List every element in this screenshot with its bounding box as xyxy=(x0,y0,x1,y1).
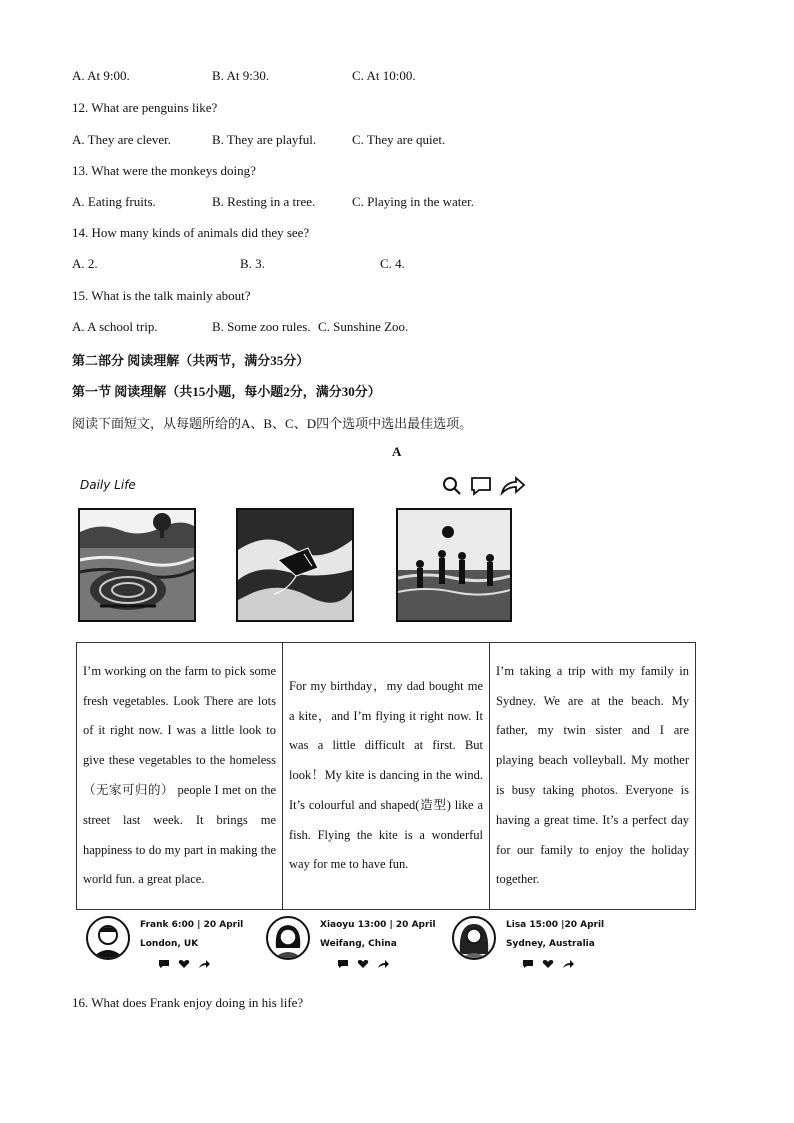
q14-question: 14. How many kinds of animals did they see? xyxy=(72,225,310,240)
q13-option-c: C. Playing in the water. xyxy=(352,194,475,209)
profile-date: 20 April xyxy=(203,920,244,930)
q14-option-a: A. 2. xyxy=(72,256,98,271)
profile-meta: Frank 6:00 | 20 April xyxy=(140,920,244,930)
passage-label: A xyxy=(392,444,402,459)
q13-question: 13. What were the monkeys doing? xyxy=(72,163,256,178)
q11-option-a: A. At 9:00. xyxy=(72,68,130,83)
q16-question: 16. What does Frank enjoy doing in his life? xyxy=(72,995,304,1010)
q12-option-b: B. They are playful. xyxy=(212,132,317,147)
profile-time: 6:00 xyxy=(171,920,195,930)
q13-option-a: A. Eating fruits. xyxy=(72,194,156,209)
heart-icon[interactable] xyxy=(542,956,554,974)
post-text-cell xyxy=(77,643,283,909)
post-text-frank: I’m working on the farm to pick some fresh vegetables. Look There are lots of it right now. I was a little look to give these vegetables to the homeless （无家可归的） people I met on the street last week. It brings me happiness to do my part in making the world fun. a great place. xyxy=(83,663,276,887)
heart-icon[interactable] xyxy=(357,956,369,974)
q13-option-b: B. Resting in a tree. xyxy=(212,194,316,209)
q14-option-c: C. 4. xyxy=(380,256,405,271)
post-text-lisa: I’m taking a trip with my family in Sydney. We are at the beach. My father, my twin sister and I are playing beach volleyball. My mother is busy taking photos. Everyone is having a great time. It’s a perfect day for our family to enjoy the holiday together. xyxy=(496,663,689,887)
post-header: Daily Life xyxy=(80,478,136,492)
profile-meta: Xiaoyu 13:00 | 20 April xyxy=(320,920,436,930)
avatar xyxy=(452,916,496,960)
farm-photo xyxy=(78,508,196,622)
profile-actions xyxy=(158,956,211,974)
avatar xyxy=(266,916,310,960)
profile-actions xyxy=(337,956,390,974)
profile-place: Sydney, Australia xyxy=(506,939,595,949)
share-icon[interactable] xyxy=(198,956,211,974)
profile-time: 15:00 xyxy=(529,920,559,930)
profile-lisa xyxy=(452,916,604,960)
share-icon[interactable] xyxy=(500,476,526,496)
q11-option-c: C. At 10:00. xyxy=(352,68,416,83)
post-toolbar xyxy=(442,476,526,496)
q12-question: 12. What are penguins like? xyxy=(72,100,218,115)
beach-photo xyxy=(396,508,512,622)
profile-place: London, UK xyxy=(140,939,199,949)
search-icon[interactable] xyxy=(442,476,462,496)
part2-heading: 第二部分 阅读理解（共两节，满分35分） xyxy=(72,353,310,368)
q14-option-b: B. 3. xyxy=(240,256,265,271)
post-text-cell xyxy=(490,643,695,909)
heart-icon[interactable] xyxy=(178,956,190,974)
comment-icon[interactable] xyxy=(522,956,534,974)
q15-option-c: C. Sunshine Zoo. xyxy=(318,319,409,334)
q15-option-b: B. Some zoo rules. xyxy=(212,319,311,334)
kite-photo xyxy=(236,508,354,622)
comment-icon[interactable] xyxy=(158,956,170,974)
q12-option-c: C. They are quiet. xyxy=(352,132,446,147)
profile-date: 20 April xyxy=(564,920,605,930)
profile-name: Xiaoyu xyxy=(320,920,355,930)
share-icon[interactable] xyxy=(562,956,575,974)
post-text-table xyxy=(76,642,696,910)
post-text-xiaoyu: For my birthday，my dad bought me a kite，and I’m flying it right now. It was a little difficult at first. But look！My kite is dancing in the wind. It’s colourful and shaped(造型) like a fish. Flying the kite is a wonderful way for me to have fun. xyxy=(289,678,483,872)
post-text-cell xyxy=(283,643,490,909)
comment-icon[interactable] xyxy=(470,476,492,496)
q12-option-a: A. They are clever. xyxy=(72,132,172,147)
share-icon[interactable] xyxy=(377,956,390,974)
profile-place: Weifang, China xyxy=(320,939,397,949)
profile-frank xyxy=(86,916,243,960)
avatar xyxy=(86,916,130,960)
profile-xiaoyu xyxy=(266,916,436,960)
instruction: 阅读下面短文，从每题所给的A、B、C、D四个选项中选出最佳选项。 xyxy=(72,416,473,431)
profile-actions xyxy=(522,956,575,974)
q11-option-b: B. At 9:30. xyxy=(212,68,270,83)
q15-question: 15. What is the talk mainly about? xyxy=(72,288,251,303)
profile-meta: Lisa 15:00 |20 April xyxy=(506,920,605,930)
section1-heading: 第一节 阅读理解（共15小题，每小题2分，满分30分） xyxy=(72,384,381,399)
profile-time: 13:00 xyxy=(357,920,387,930)
profile-name: Frank xyxy=(140,920,169,930)
q15-option-a: A. A school trip. xyxy=(72,319,158,334)
profile-date: 20 April xyxy=(395,920,436,930)
profile-name: Lisa xyxy=(506,920,527,930)
comment-icon[interactable] xyxy=(337,956,349,974)
